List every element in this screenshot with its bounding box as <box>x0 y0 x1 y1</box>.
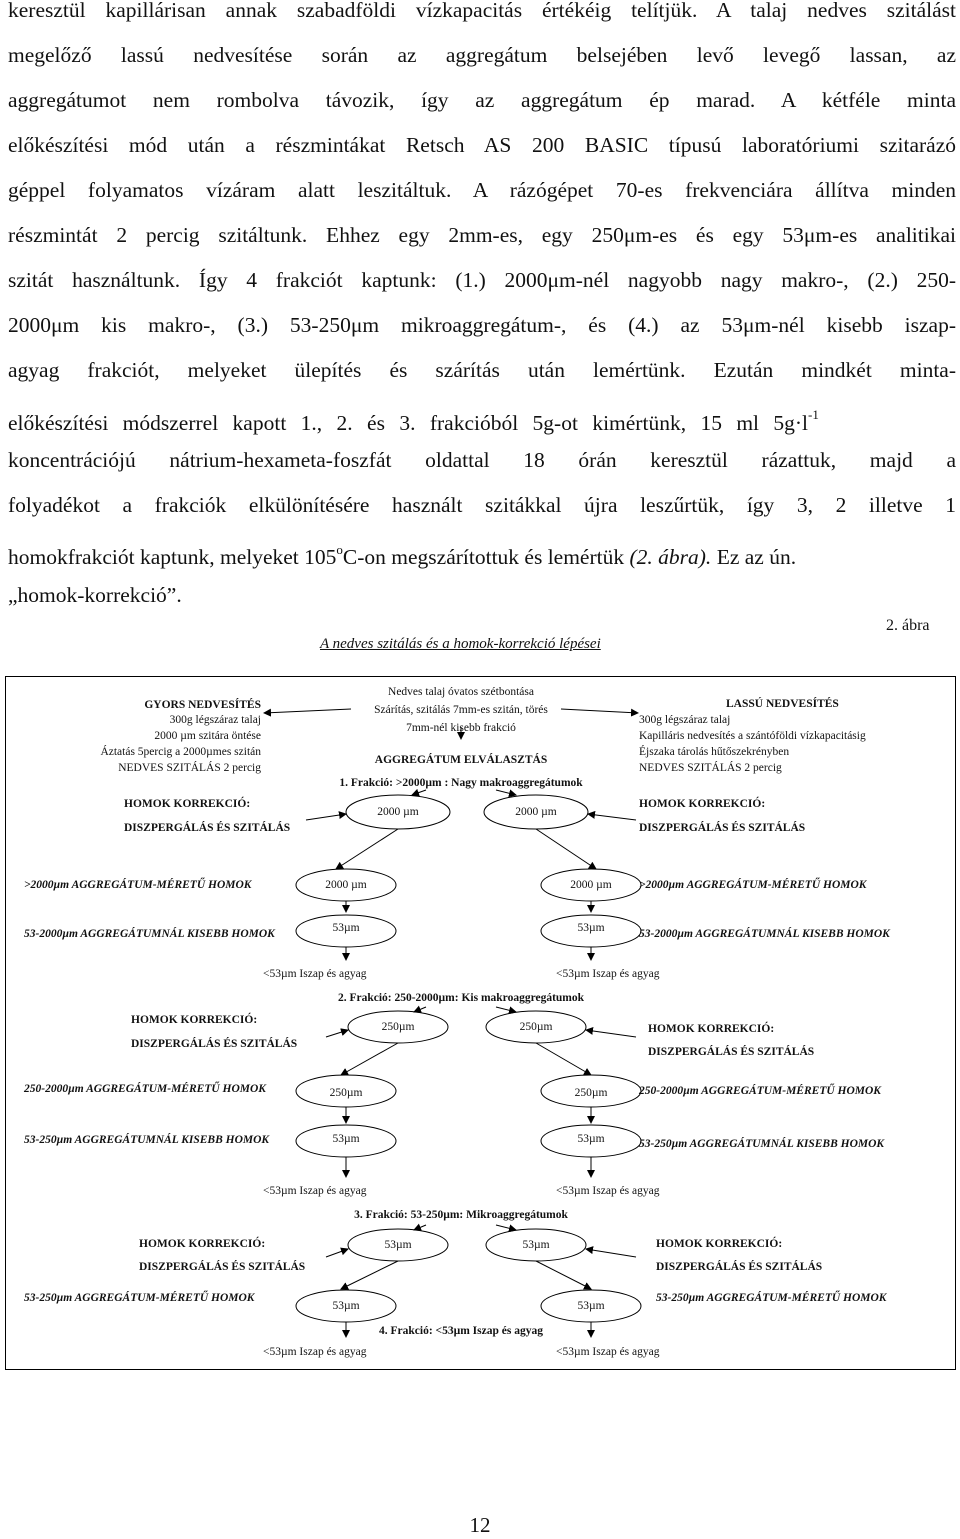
text-line <box>8 400 943 435</box>
result-label: 53-250µm AGGREGÁTUMNÁL KISEBB HOMOK <box>24 1134 270 1146</box>
text-line: aggregátumot nem rombolva távozik, így az aggregátum ép marad. A kétféle minta <box>8 88 956 112</box>
dispersion-label: DISZPERGÁLÁS ÉS SZITÁLÁS <box>131 1038 298 1050</box>
sand-correction-label: HOMOK KORREKCIÓ: <box>648 1023 775 1035</box>
slow-wetting-header: LASSÚ NEDVESÍTÉS <box>726 698 839 710</box>
ellipse-label: 2000 µm <box>515 806 557 818</box>
text-line: részmintát 2 percig szitáltunk. Ehhez egy 2mm-es, egy 250μm-es és egy 53μm-es analitikai <box>8 223 956 247</box>
text-line <box>8 535 956 569</box>
silt-clay-label: <53µm Iszap és agyag <box>263 1185 367 1197</box>
fraction-4-label: 4. Frakció: <53µm Iszap és agyag <box>379 1325 543 1337</box>
figure-reference: (2. ábra). <box>629 545 712 569</box>
result-label: 53-2000µm AGGREGÁTUMNÁL KISEBB HOMOK <box>24 928 275 940</box>
figure-title: A nedves szitálás és a homok-korrekció lépései <box>320 636 601 652</box>
superscript: o <box>336 542 343 557</box>
ellipse-label: 2000 µm <box>377 806 419 818</box>
sand-correction-label: HOMOK KORREKCIÓ: <box>656 1238 783 1250</box>
sand-correction-label: HOMOK KORREKCIÓ: <box>124 798 251 810</box>
ellipse-label: 53µm <box>577 1133 605 1145</box>
fast-wetting-header: GYORS NEDVESÍTÉS <box>144 699 261 711</box>
fraction-2-label: 2. Frakció: 250-2000µm: Kis makroaggregátumok <box>337 992 585 1004</box>
superscript: -1 <box>808 407 819 422</box>
dispersion-label: DISZPERGÁLÁS ÉS SZITÁLÁS <box>639 822 806 834</box>
slow-wetting-line: Éjszaka tárolás hűtőszekrényben <box>639 746 790 758</box>
slow-wetting-line: NEDVES SZITÁLÁS 2 percig <box>639 762 782 774</box>
ellipse-label: 53µm <box>577 1300 605 1312</box>
fast-wetting-line: 2000 µm szitára öntése <box>154 730 261 742</box>
dispersion-label: DISZPERGÁLÁS ÉS SZITÁLÁS <box>648 1046 815 1058</box>
result-label: 250-2000µm AGGREGÁTUM-MÉRETŰ HOMOK <box>24 1083 266 1095</box>
text-line: 2000μm kis makro-, (3.) 53-250μm mikroaggregátum-, és (4.) az 53μm-nél kisebb iszap- <box>8 313 956 337</box>
text-line: keresztül kapillárisan annak szabadföldi vízkapacitás értékéig telítjük. A talaj nedves szitálást <box>8 0 956 22</box>
ellipse-label: 250µm <box>574 1087 608 1099</box>
text-line: folyadékot a frakciók elkülönítésére használt szitákkal újra leszűrtük, így 3, 2 illetve 1 <box>8 493 956 517</box>
dispersion-label: DISZPERGÁLÁS ÉS SZITÁLÁS <box>139 1261 306 1273</box>
dispersion-label: DISZPERGÁLÁS ÉS SZITÁLÁS <box>124 822 291 834</box>
ellipse-label: 250µm <box>329 1087 363 1099</box>
fraction-1-label: 1. Frakció: >2000µm : Nagy makroaggregátumok <box>339 777 583 789</box>
ellipse-label: 53µm <box>522 1239 550 1251</box>
result-label: >2000µm AGGREGÁTUM-MÉRETŰ HOMOK <box>24 879 252 891</box>
ellipse-label: 250µm <box>381 1021 415 1033</box>
text-line-main: homokfrakciót kaptunk, melyeket 105 <box>8 545 337 569</box>
ellipse-label: 53µm <box>332 922 360 934</box>
text-line: előkészítési mód után a részmintákat Retsch AS 200 BASIC típusú laboratóriumi szitarázó <box>8 133 956 157</box>
ellipse-label: 2000 µm <box>570 879 612 891</box>
fast-wetting-line: NEDVES SZITÁLÁS 2 percig <box>118 762 261 774</box>
slow-wetting-line: 300g légszáraz talaj <box>639 714 731 726</box>
result-label: 53-250µm AGGREGÁTUMNÁL KISEBB HOMOK <box>639 1138 885 1150</box>
text-line: géppel folyamatos vízáram alatt leszitáltuk. A rázógépet 70-es frekvenciára állítva minden <box>8 178 956 202</box>
fraction-3-label: 3. Frakció: 53-250µm: Mikroaggregátumok <box>354 1209 568 1221</box>
fast-wetting-line: Áztatás 5percig a 2000µmes szitán <box>100 746 261 758</box>
silt-clay-label: <53µm Iszap és agyag <box>556 1346 660 1358</box>
center-step: 7mm-nél kisebb frakció <box>406 722 516 734</box>
sand-correction-label: HOMOK KORREKCIÓ: <box>131 1014 258 1026</box>
silt-clay-label: <53µm Iszap és agyag <box>556 968 660 980</box>
silt-clay-label: <53µm Iszap és agyag <box>556 1185 660 1197</box>
ellipse-label: 53µm <box>384 1239 412 1251</box>
dispersion-label: DISZPERGÁLÁS ÉS SZITÁLÁS <box>656 1261 823 1273</box>
result-label: >2000µm AGGREGÁTUM-MÉRETŰ HOMOK <box>639 879 867 891</box>
text-line-end: Ez az ún. <box>711 545 797 569</box>
text-line: szitát használtunk. Így 4 frakciót kaptunk: (1.) 2000μm-nél nagyobb nagy makro-, (2.) 250- <box>8 268 956 292</box>
result-label: 53-250µm AGGREGÁTUM-MÉRETŰ HOMOK <box>656 1292 887 1304</box>
ellipse-label: 53µm <box>332 1300 360 1312</box>
sand-correction-label: HOMOK KORREKCIÓ: <box>139 1238 266 1250</box>
result-label: 250-2000µm AGGREGÁTUM-MÉRETŰ HOMOK <box>639 1085 881 1097</box>
flowchart <box>5 676 956 1370</box>
ellipse-label: 250µm <box>519 1021 553 1033</box>
ellipse-label: 53µm <box>577 922 605 934</box>
result-label: 53-250µm AGGREGÁTUM-MÉRETŰ HOMOK <box>24 1292 255 1304</box>
aggregate-separation: AGGREGÁTUM ELVÁLASZTÁS <box>374 754 548 766</box>
silt-clay-label: <53µm Iszap és agyag <box>263 1346 367 1358</box>
center-step: Nedves talaj óvatos szétbontása <box>388 686 534 698</box>
ellipse-label: 53µm <box>332 1133 360 1145</box>
figure-number: 2. ábra <box>886 617 930 634</box>
center-step: Szárítás, szitálás 7mm-es szitán, törés <box>374 704 548 716</box>
sand-correction-label: HOMOK KORREKCIÓ: <box>639 798 766 810</box>
text-line: koncentrációjú nátrium-hexameta-foszfát oldattal 18 órán keresztül rázattuk, majd a <box>8 448 956 472</box>
text-line: agyag frakciót, melyeket ülepítés és szárítás után lemértünk. Ezután mindkét minta- <box>8 358 956 382</box>
page-number: 12 <box>469 1513 491 1537</box>
text-line-rest: C-on megszárítottuk és lemértük <box>342 545 630 569</box>
text-line: „homok-korrekció”. <box>8 583 182 607</box>
text-line-main: előkészítési módszerrel kapott 1., 2. és 3. frakcióból 5g-ot kimértünk, 15 ml 5g·l <box>8 411 809 435</box>
ellipse-label: 2000 µm <box>325 879 367 891</box>
result-label: 53-2000µm AGGREGÁTUMNÁL KISEBB HOMOK <box>639 928 890 940</box>
fast-wetting-line: 300g légszáraz talaj <box>169 714 261 726</box>
slow-wetting-line: Kapilláris nedvesítés a szántóföldi vízkapacitásig <box>639 730 866 742</box>
text-line: megelőző lassú nedvesítése során az aggregátum belsejében levő levegő lassan, az <box>8 43 956 67</box>
silt-clay-label: <53µm Iszap és agyag <box>263 968 367 980</box>
